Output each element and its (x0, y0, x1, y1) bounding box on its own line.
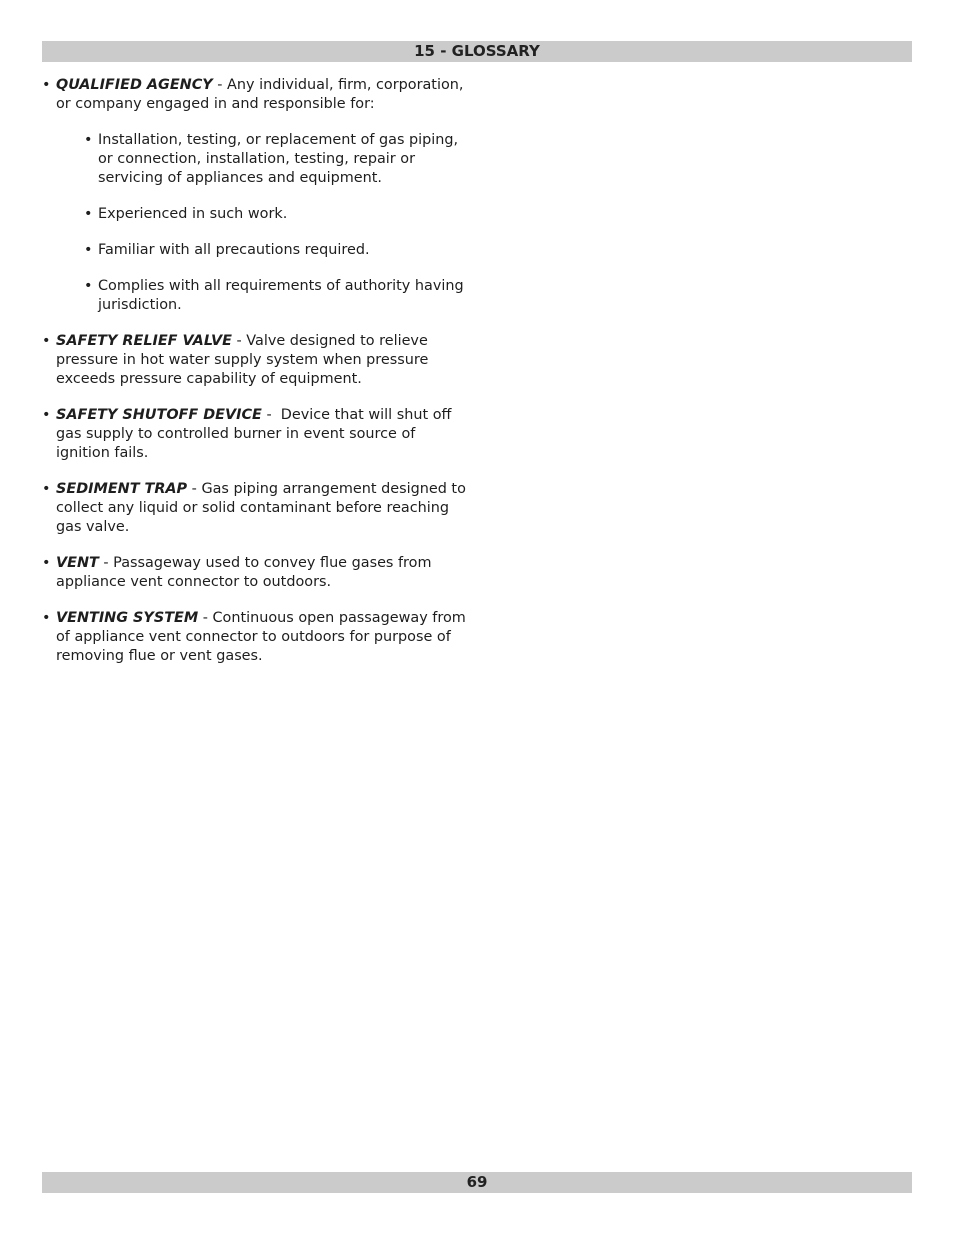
bullet-icon: • (42, 610, 51, 626)
glossary-term: QUALIFIED AGENCY (56, 77, 213, 93)
bullet-icon: • (42, 555, 51, 571)
page-number: 69 (466, 1173, 488, 1191)
list-item (84, 241, 472, 260)
glossary-term: SAFETY SHUTOFF DEVICE (56, 407, 262, 423)
glossary-term: VENT (56, 555, 99, 571)
glossary-definition: - Device that will shut off gas supply to controlled burner in event source of ignition fails. (56, 407, 456, 461)
glossary-definition: - Gas piping arrangement designed to collect any liquid or solid contaminant before reaching gas valve. (56, 481, 466, 535)
glossary-entry-safety-shutoff-device (42, 406, 472, 463)
list-item-text: Installation, testing, or replacement of gas piping, or connection, installation, testing, repair or servicing of appliances and equipment. (98, 132, 459, 186)
bullet-icon: • (84, 278, 93, 294)
glossary-entry-venting-system (42, 609, 472, 666)
bullet-icon: • (84, 132, 93, 148)
glossary-list (42, 76, 472, 683)
list-item-text: Familiar with all precautions required. (98, 242, 370, 258)
section-header (42, 41, 912, 62)
glossary-entry-vent (42, 554, 472, 592)
bullet-icon: • (42, 407, 51, 423)
list-item (84, 277, 472, 315)
bullet-icon: • (42, 333, 51, 349)
section-title: 15 - GLOSSARY (414, 42, 540, 60)
bullet-icon: • (42, 77, 51, 93)
glossary-term: SAFETY RELIEF VALVE (56, 333, 232, 349)
glossary-term: SEDIMENT TRAP (56, 481, 188, 497)
bullet-icon: • (84, 206, 93, 222)
qualified-agency-sublist (84, 131, 472, 315)
glossary-definition: - Passageway used to convey flue gases from appliance vent connector to outdoors. (56, 555, 432, 590)
list-item-text: Experienced in such work. (98, 206, 288, 222)
glossary-entry-safety-relief-valve (42, 332, 472, 389)
list-item (84, 131, 472, 188)
list-item (84, 205, 472, 224)
glossary-definition: - Continuous open passageway from of appliance vent connector to outdoors for purpose of removing flue or vent gases. (56, 610, 466, 664)
bullet-icon: • (84, 242, 93, 258)
bullet-icon: • (42, 481, 51, 497)
page-footer (42, 1172, 912, 1193)
glossary-definition: - Any individual, firm, corporation, or company engaged in and responsible for: (56, 77, 464, 112)
glossary-entry-qualified-agency (42, 76, 472, 315)
glossary-term: VENTING SYSTEM (56, 610, 199, 626)
glossary-definition: - Valve designed to relieve pressure in hot water supply system when pressure exceeds pressure capability of equipment. (56, 333, 429, 387)
glossary-entry-sediment-trap (42, 480, 472, 537)
list-item-text: Complies with all requirements of authority having jurisdiction. (98, 278, 464, 313)
